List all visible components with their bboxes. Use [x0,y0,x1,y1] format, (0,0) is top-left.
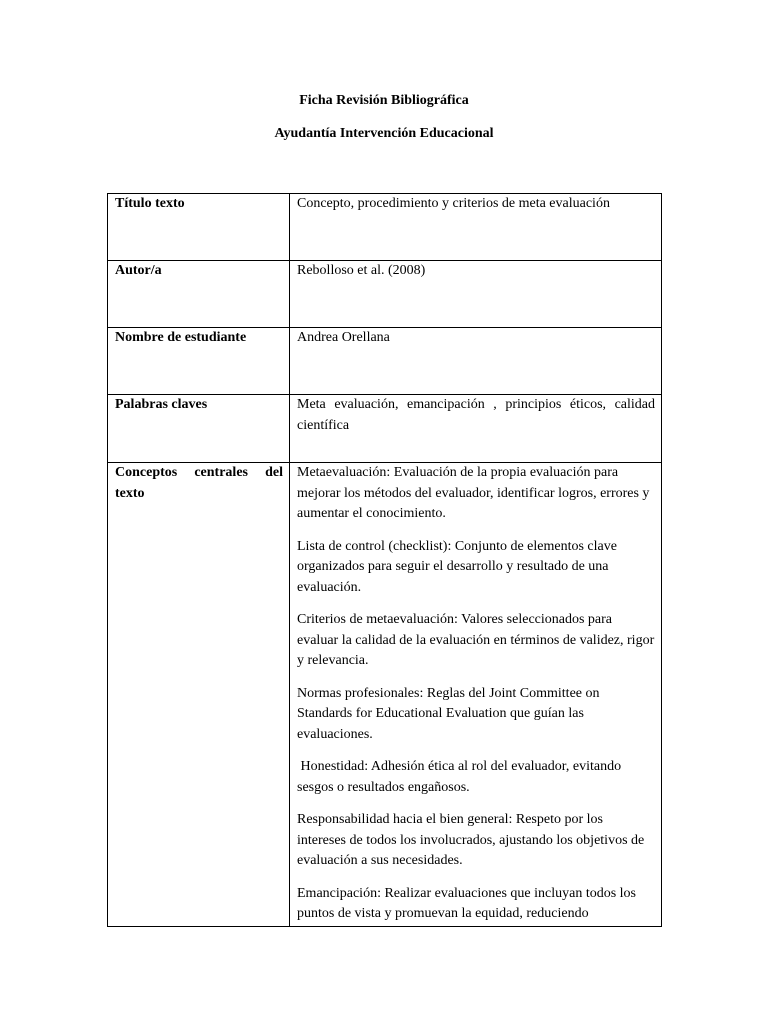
table-row-estudiante [108,328,662,395]
concept-paragraph: Criterios de metaevaluación: Valores seleccionados para evaluar la calidad de la evaluación en términos de validez, rigor y relevancia. [297,612,655,668]
row-value [290,463,662,927]
concept-paragraph: Normas profesionales: Reglas del Joint Committee on Standards for Educational Evaluation que guían las evaluaciones. [297,685,600,742]
document-subtitle: Ayudantía Intervención Educacional [274,126,494,141]
row-label: Título texto [108,194,290,261]
row-value: Andrea Orellana [290,328,662,395]
concept-paragraph: Metaevaluación: Evaluación de la propia evaluación para mejorar los métodos del evaluador, identificar logros, errores y aumentar el conocimiento. [297,465,650,521]
table-row-titulo [108,194,662,261]
row-label: Nombre de estudiante [108,328,290,395]
concept-paragraph: Honestidad: Adhesión ética al rol del evaluador, evitando sesgos o resultados engañosos. [297,759,625,795]
concepts-label-line-1: Conceptos centrales del [115,465,283,480]
keywords-line-1: Meta evaluación, emancipación , principios éticos, calidad [297,397,655,412]
concept-paragraph: Lista de control (checklist): Conjunto de elementos clave organizados para seguir el desarrollo y resultado de una evaluación. [297,538,617,595]
concept-paragraph: Responsabilidad hacia el bien general: Respeto por los intereses de todos los involucrados, ajustando los objetivos de evaluación a sus necesidades. [297,812,645,868]
keywords-line-2: científica [297,417,350,433]
row-value: Concepto, procedimiento y criterios de meta evaluación [290,194,662,261]
row-label [108,463,290,927]
table-row-palabras [108,395,662,463]
document-title: Ficha Revisión Bibliográfica [299,93,469,108]
table-row-autor [108,261,662,328]
row-value: Rebolloso et al. (2008) [290,261,662,328]
row-label: Palabras claves [108,395,290,463]
table-row-conceptos [108,463,662,927]
bibliographic-review-table [107,193,662,927]
concepts-list [297,463,655,926]
concepts-label-line-2: texto [115,485,145,501]
row-label: Autor/a [108,261,290,328]
row-value [290,395,662,463]
concept-paragraph: Emancipación: Realizar evaluaciones que incluyan todos los puntos de vista y promuevan la equidad, reduciendo [297,885,636,921]
